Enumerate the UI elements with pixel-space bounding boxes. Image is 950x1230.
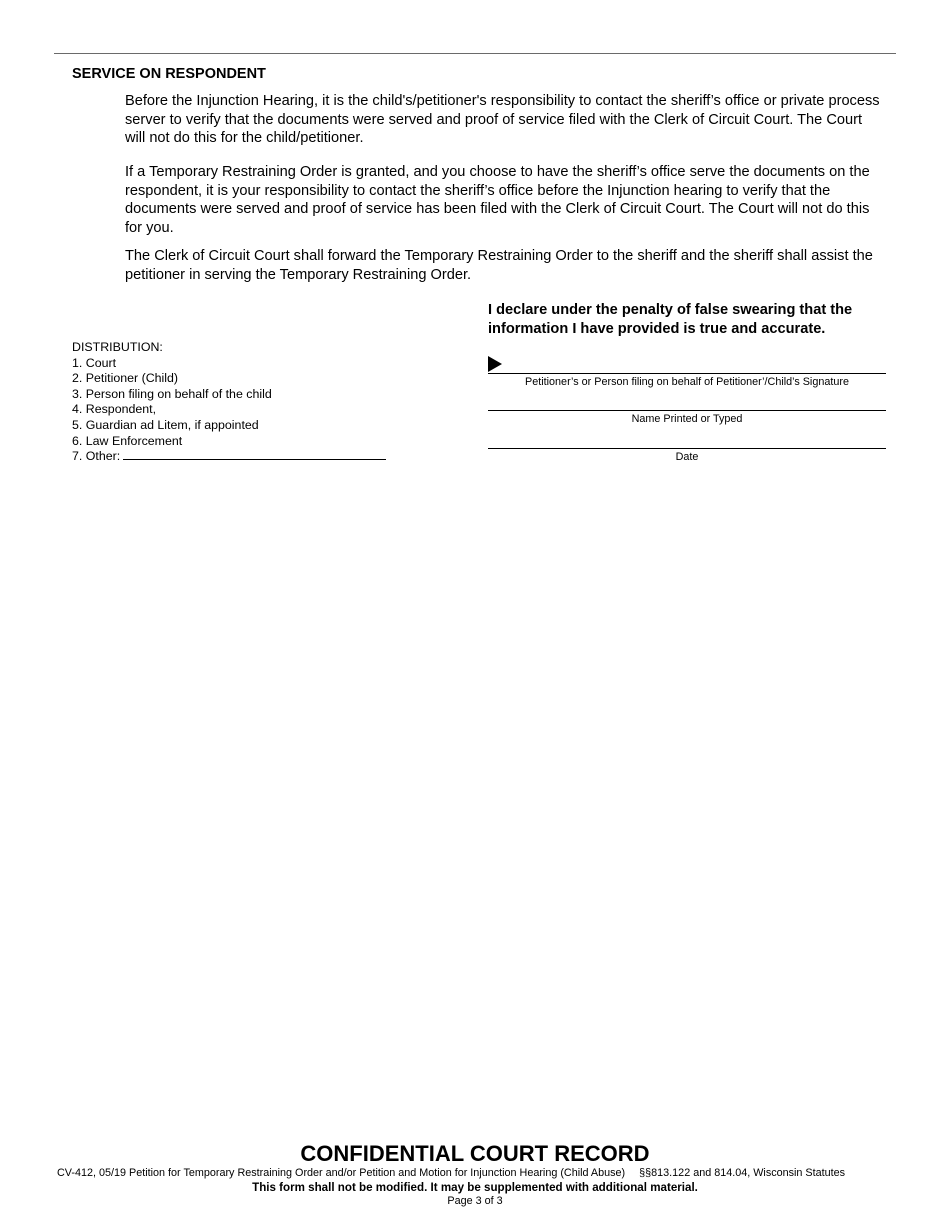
signature-caption: Petitioner’s or Person filing on behalf of Petitioner’/Child’s Signature xyxy=(525,376,849,388)
distribution-item: 5. Guardian ad Litem, if appointed xyxy=(72,417,259,432)
top-divider xyxy=(54,53,896,54)
name-line[interactable] xyxy=(488,410,886,411)
footer-notice: This form shall not be modified. It may be supplemented with additional material. xyxy=(252,1181,698,1194)
distribution-other-label: 7. Other: xyxy=(72,449,121,464)
name-caption: Name Printed or Typed xyxy=(631,413,743,425)
form-description: CV-412, 05/19 Petition for Temporary Restraining Order and/or Petition and Motion for Injunction Hearing (Child Abuse) xyxy=(57,1167,626,1179)
distribution-item: 1. Court xyxy=(72,355,117,370)
sign-here-arrow-icon xyxy=(488,356,502,372)
paragraph-service-responsibility: Before the Injunction Hearing, it is the child's/petitioner's responsibility to contact the sheriff’s office or private process server to verify that the documents were served and proof of service filed with the Clerk of Circuit Court. The Court will not do this for the child/petitioner. xyxy=(125,93,880,147)
signature-line[interactable] xyxy=(488,373,886,374)
footer-form-info xyxy=(57,1167,845,1179)
paragraph-clerk-forwarding: The Clerk of Circuit Court shall forward the Temporary Restraining Order to the sheriff and the sheriff shall assist the petitioner in serving the Temporary Restraining Order. xyxy=(125,248,873,283)
page-number: Page 3 of 3 xyxy=(447,1195,503,1207)
paragraph-temporary-restraining-order: If a Temporary Restraining Order is granted, and you choose to have the sheriff’s office serve the documents on the respondent, it is your responsibility to contact the sheriff’s office before the Injunction hearing to verify that the documents were served and proof of service has been filed with the Clerk of Circuit Court. The Court will not do this for you. xyxy=(125,164,870,236)
distribution-item: 3. Person filing on behalf of the child xyxy=(72,386,272,401)
section-heading: SERVICE ON RESPONDENT xyxy=(72,66,266,82)
statute-reference: §§813.122 and 814.04, Wisconsin Statutes xyxy=(639,1167,846,1179)
distribution-item: 2. Petitioner (Child) xyxy=(72,371,179,386)
footer-title: CONFIDENTIAL COURT RECORD xyxy=(300,1141,650,1166)
distribution-list xyxy=(72,340,386,465)
distribution-item: 4. Respondent, xyxy=(72,402,157,417)
distribution-item-other xyxy=(72,449,386,465)
date-line[interactable] xyxy=(488,448,886,449)
date-caption: Date xyxy=(675,451,699,463)
distribution-item: 6. Law Enforcement xyxy=(72,433,183,448)
distribution-title: DISTRIBUTION: xyxy=(72,340,163,354)
declaration-statement: I declare under the penalty of false swearing that the information I have provided is true and accurate. xyxy=(488,302,853,337)
other-fill-line[interactable] xyxy=(123,449,386,460)
